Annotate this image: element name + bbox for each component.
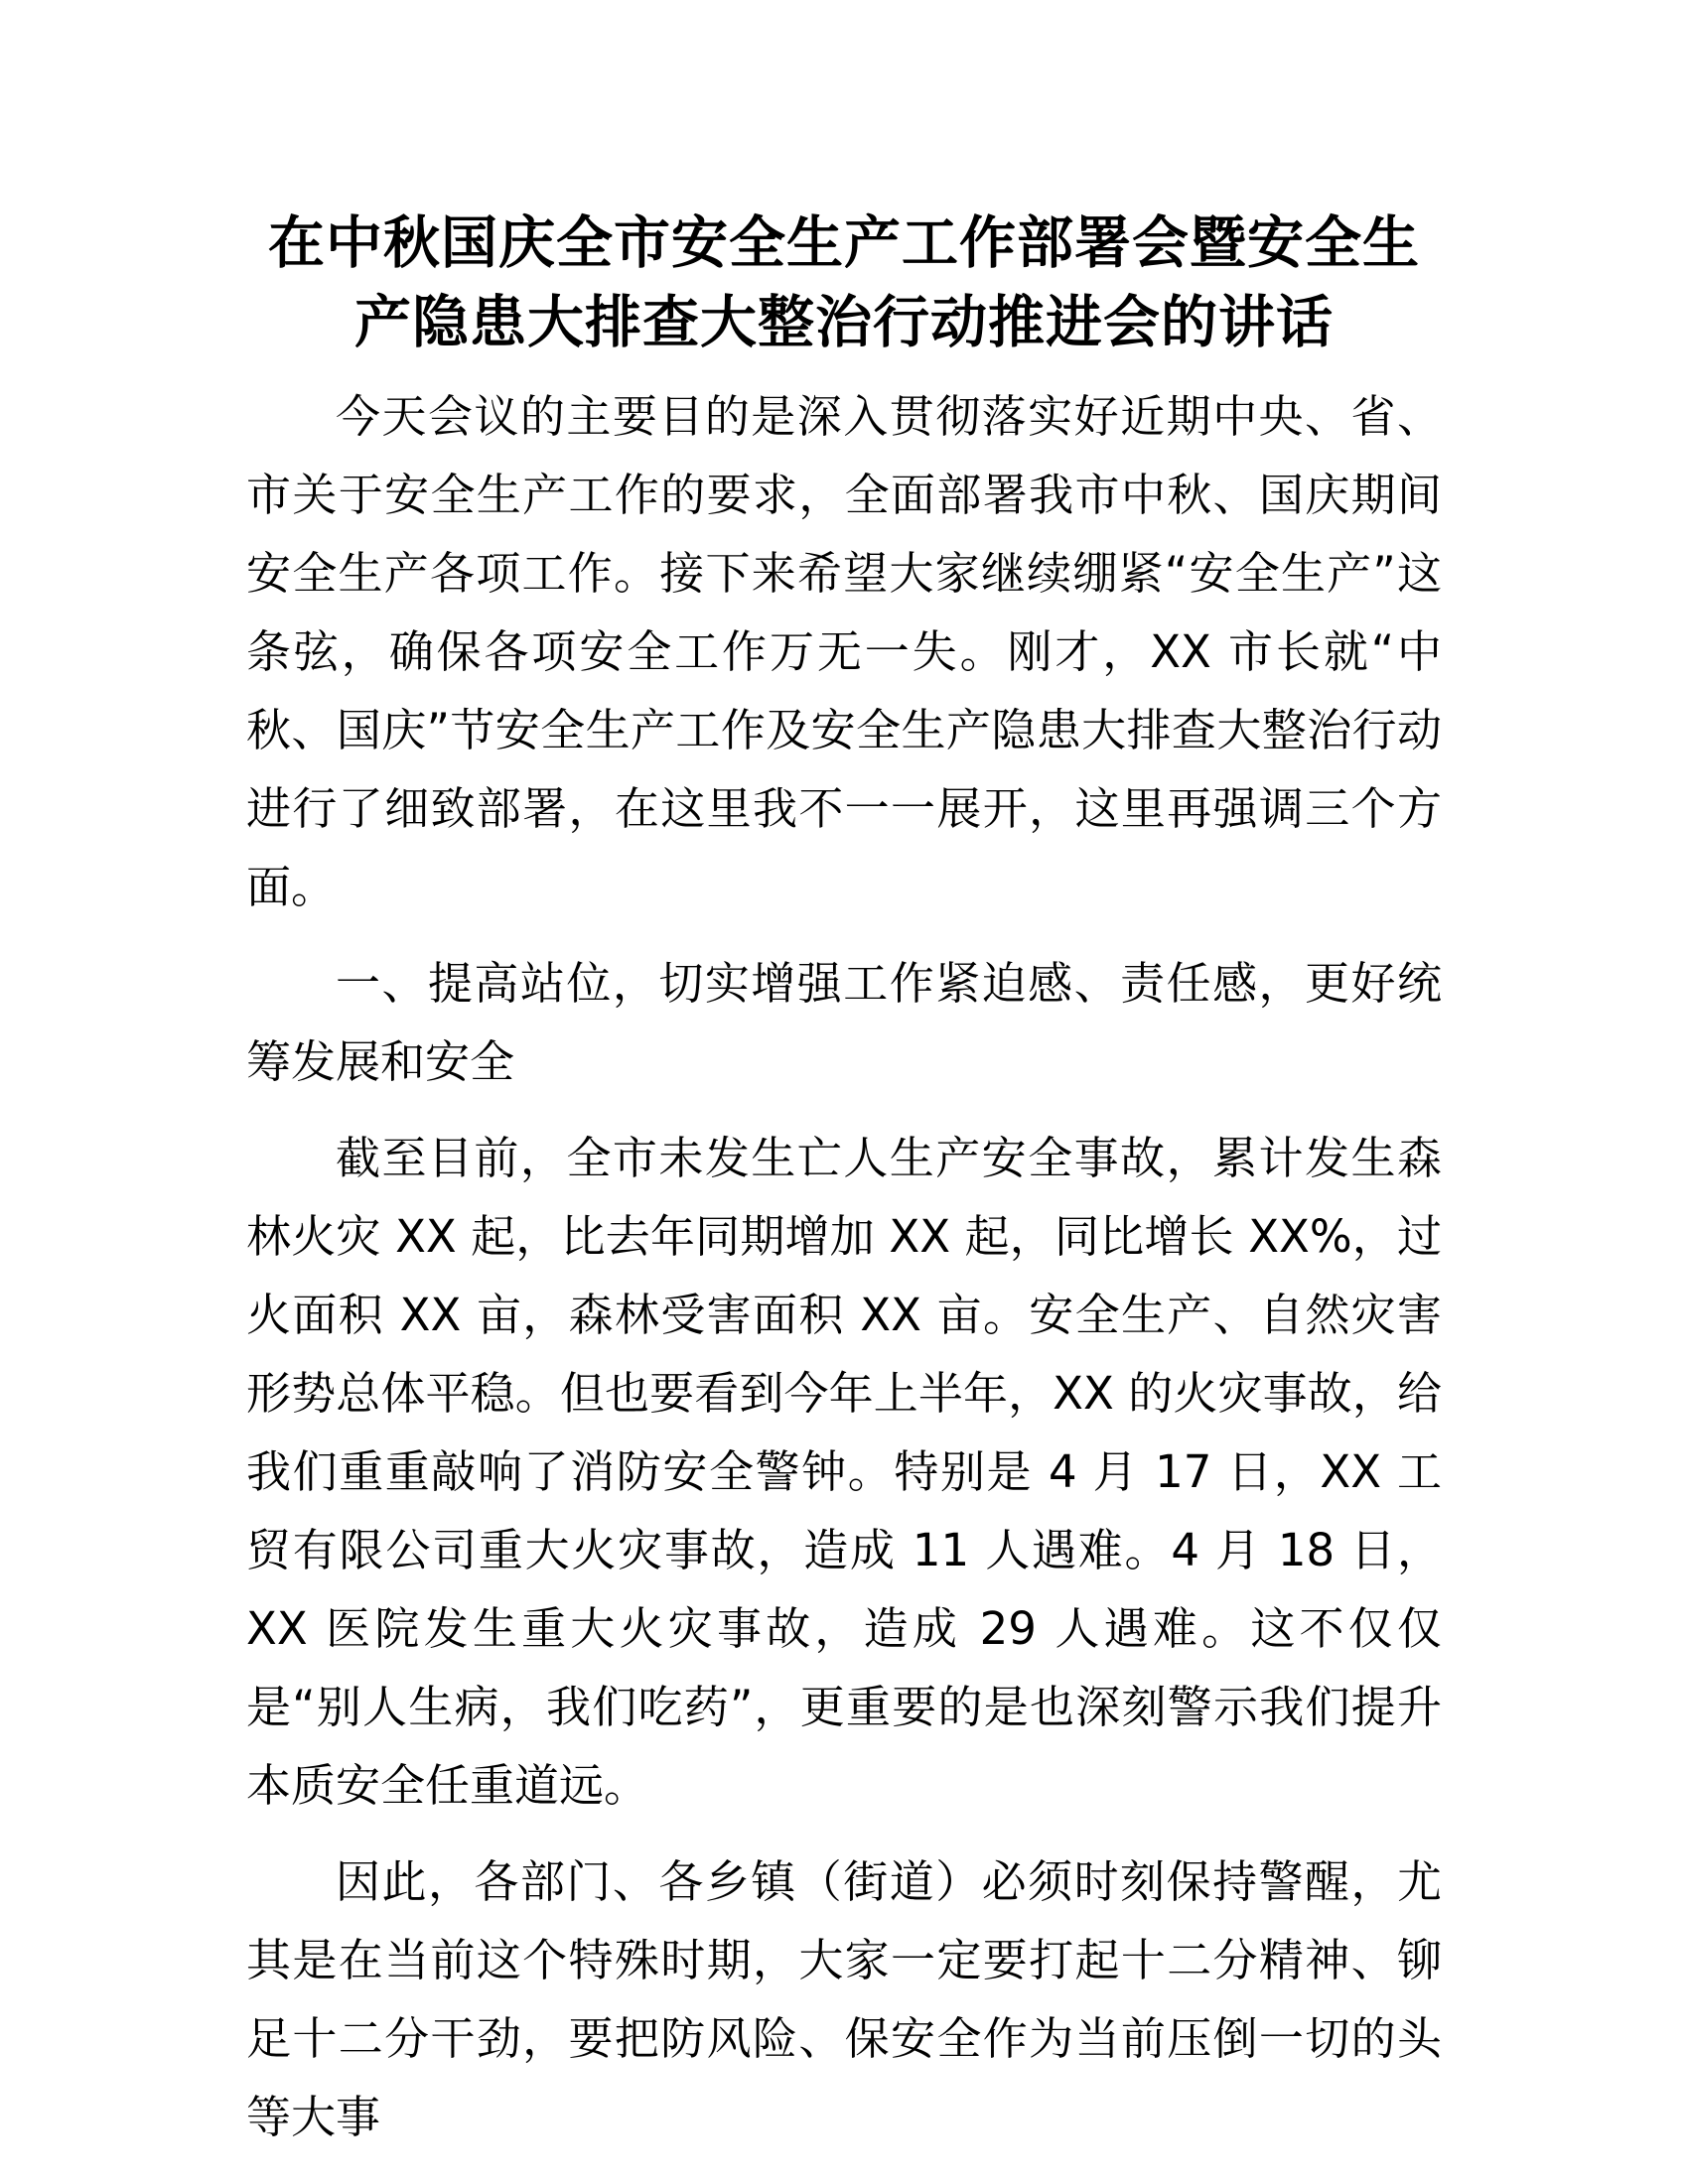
document-body [246,377,1442,2174]
paragraph-therefore: 因此，各部门、各乡镇（街道）必须时刻保持警醒，尤其是在当前这个特殊时期，大家一定要打起十二分精神、铆足十二分干劲，要把防风险、保安全作为当前压倒一切的头等大事 [246,1855,1442,2143]
section-heading-1: 一、提高站位，切实增强工作紧迫感、责任感，更好统筹发展和安全 [246,957,1442,1088]
document-title [246,204,1442,362]
paragraph-status: 截至目前，全市未发生亡人生产安全事故，累计发生森林火灾 XX 起，比去年同期增加 XX 起，同比增长 XX%，过火面积 XX 亩，森林受害面积 XX 亩。安全生产、自然灾害形势总体平稳。但也要看到今年上半年，XX 的火灾事故，给我们重重敲响了消防安全警钟。特别是 4 月 17 日，XX 工贸有限公司重大火灾事故，造成 11 人遇难。4 月 18 日，XX 医院发生重大火灾事故，造成 29 人遇难。这不仅仅是“别人生病，我们吃药”，更重要的是也深刻警示我们提升本质安全任重道远。 [246,1132,1442,1812]
title-line-1: 在中秋国庆全市安全生产工作部署会暨安全生 [268,210,1420,276]
title-line-2: 产隐患大排查大整治行动推进会的讲话 [354,290,1334,355]
paragraph-intro: 今天会议的主要目的是深入贯彻落实好近期中央、省、市关于安全生产工作的要求，全面部署我市中秋、国庆期间安全生产各项工作。接下来希望大家继续绷紧“安全生产”这条弦，确保各项安全工作万无一失。刚才，XX 市长就“中秋、国庆”节安全生产工作及安全生产隐患大排查大整治行动进行了细致部署，在这里我不一一展开，这里再强调三个方面。 [246,390,1442,913]
